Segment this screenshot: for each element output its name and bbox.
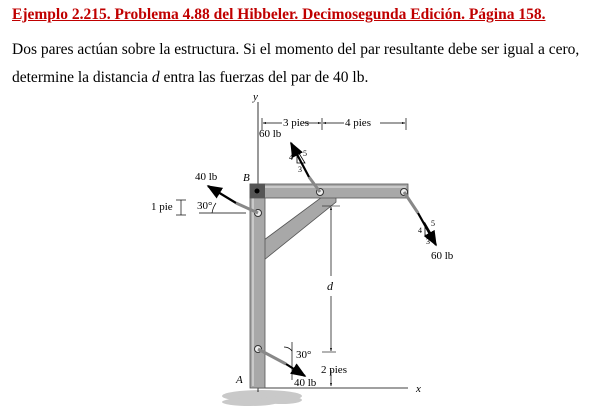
problem-text-line-2-end: entra las fuerzas del par de 40 lb. bbox=[159, 69, 369, 86]
label-point-a: A bbox=[236, 374, 243, 386]
force-arrow-40lb-lower bbox=[286, 364, 305, 376]
label-2-pies: 2 pies bbox=[321, 364, 347, 376]
svg-text:4: 4 bbox=[289, 153, 293, 162]
page-title: Ejemplo 2.215. Problema 4.88 del Hibbeler. Decimosegunda Edición. Página 158. bbox=[12, 6, 546, 23]
label-30deg-bottom: 30° bbox=[296, 349, 312, 361]
label-60lb-top: 60 lb bbox=[259, 128, 282, 140]
problem-text-line-2 bbox=[12, 69, 368, 87]
label-3-pies: 3 pies bbox=[283, 117, 309, 129]
svg-text:4: 4 bbox=[418, 226, 422, 235]
frame-figure bbox=[0, 88, 609, 417]
problem-text-line-2-start: determine la distancia bbox=[12, 69, 152, 86]
label-40lb-left: 40 lb bbox=[195, 171, 218, 183]
svg-text:5: 5 bbox=[303, 149, 307, 158]
svg-text:3: 3 bbox=[426, 237, 430, 246]
y-axis-label: y bbox=[253, 91, 258, 103]
svg-text:3: 3 bbox=[298, 165, 302, 174]
diagonal-brace bbox=[264, 194, 336, 260]
label-60lb-right: 60 lb bbox=[431, 250, 454, 262]
problem-text-line-1: Dos pares actúan sobre la estructura. Si el momento del par resultante debe ser igual a cero, bbox=[12, 41, 580, 58]
ground-hatch bbox=[222, 390, 302, 406]
svg-text:5: 5 bbox=[431, 219, 435, 228]
label-1-pie: 1 pie bbox=[151, 201, 173, 213]
label-d: d bbox=[327, 279, 333, 293]
horizontal-beam bbox=[250, 184, 408, 198]
label-40lb-bottom: 40 lb bbox=[294, 377, 317, 389]
label-30deg-left: 30° bbox=[197, 200, 213, 212]
x-axis-label: x bbox=[416, 383, 421, 395]
variable-d: d bbox=[151, 69, 160, 86]
label-point-b: B bbox=[243, 172, 250, 184]
label-4-pies: 4 pies bbox=[345, 117, 371, 129]
